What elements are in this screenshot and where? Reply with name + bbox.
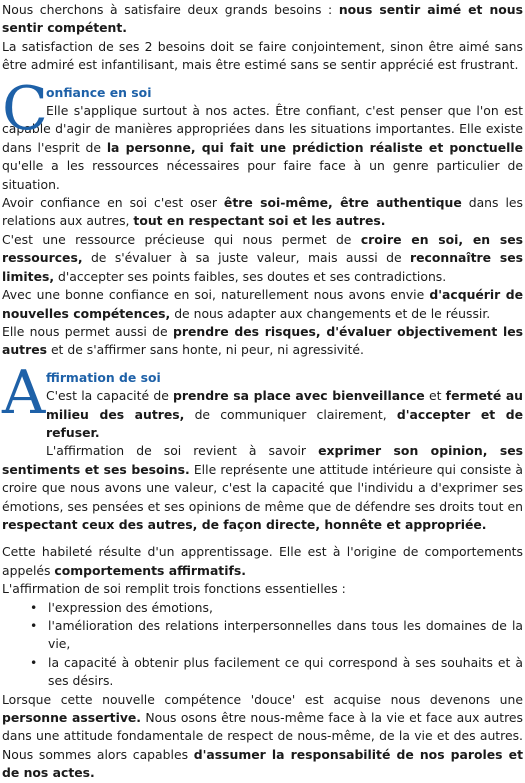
intro-paragraph-2: La satisfaction de ses 2 besoins doit se faire conjointement, sinon être aimé sans être admiré est infantilisant, mais être estimé sans se sentir apprécié est frustrant. [2,38,523,73]
intro-paragraph-1: Nous cherchons à satisfaire deux grands besoins : nous sentir aimé et nous sentir compétent. [2,2,523,36]
list-item: • l'expression des émotions, [22,599,523,617]
section-confiance [2,73,523,360]
list-item: • la capacité à obtenir plus facilement ce qui correspond à ses souhaits et à ses désirs. [22,654,523,691]
affirmation-paragraph-4: L'affirmation de soi remplit trois fonctions essentielles : [2,581,346,597]
section-title-affirmation: ffirmation de soi [46,369,161,385]
functions-list [2,599,523,691]
confiance-paragraph-1: Elle s'applique surtout à nos actes. Être confiant, c'est penser que l'on est capable d'agir de manières appropriées dans les situations importantes. Elle existe dans l'esprit de la personne, qui fait une prédiction réaliste et ponctuelle qu'elle a les ressources nécessaires pour faire face à un genre particulier de situation. [2,103,523,192]
affirmation-paragraph-1: C'est la capacité de prendre sa place avec bienveillance et fermeté au milieu des autres, de communiquer clairement, d'accepter et de refuser. [46,388,524,440]
affirmation-paragraph-2: L'affirmation de soi revient à savoir exprimer son opinion, ses sentiments et ses besoins. Elle représente une attitude intérieure qui consiste à croire que nous avons une valeur, c'est la capacité que l'individu a d'exprimer ses émotions, ses pensées et ses opinions de même que de défendre ses droits tout en respectant ceux des autres, de façon directe, honnête et appropriée. [2,443,524,532]
section-title-confiance: onfiance en soi [46,84,152,100]
confiance-paragraph-3: C'est une ressource précieuse qui nous permet de croire en soi, en ses ressources, de s'évaluer à sa juste valeur, mais aussi de reconnaître ses limites, d'accepter ses points faibles, ses doutes et ses contradictions. [2,231,523,284]
confiance-paragraph-4: Avec une bonne confiance en soi, naturellement nous avons envie d'acquérir de nouvelles compétences, de nous adapter aux changements et de le réussir. [2,287,523,321]
confiance-paragraph-5: Elle nous permet aussi de prendre des risques, d'évaluer objectivement les autres et de s'affirmer sans honte, ni peur, ni agressivité. [2,323,523,358]
affirmation-paragraph-3: Cette habileté résulte d'un apprentissage. Elle est à l'origine de comportements appelés comportements affirmatifs. [2,544,523,578]
section-affirmation [2,357,524,535]
affirmation-paragraph-5: Lorsque cette nouvelle compétence 'douce' est acquise nous devenons une personne assertive. Nous osons être nous-même face à la vie et face aux autres dans une attitude fondamentale de respect de nous-même, de la vie et des autres. Nous sommes alors capables d'assumer la responsabilité de nos paroles et de nos actes. [2,691,523,781]
list-item: • l'amélioration des relations interpersonnelles dans tous les domaines de la vie, [22,617,523,654]
confiance-paragraph-2: Avoir confiance en soi c'est oser être soi-même, être authentique dans les relations aux autres, tout en respectant soi et les autres. [2,195,523,229]
dropcap-c: C [2,73,48,144]
dropcap-a: A [2,357,46,428]
